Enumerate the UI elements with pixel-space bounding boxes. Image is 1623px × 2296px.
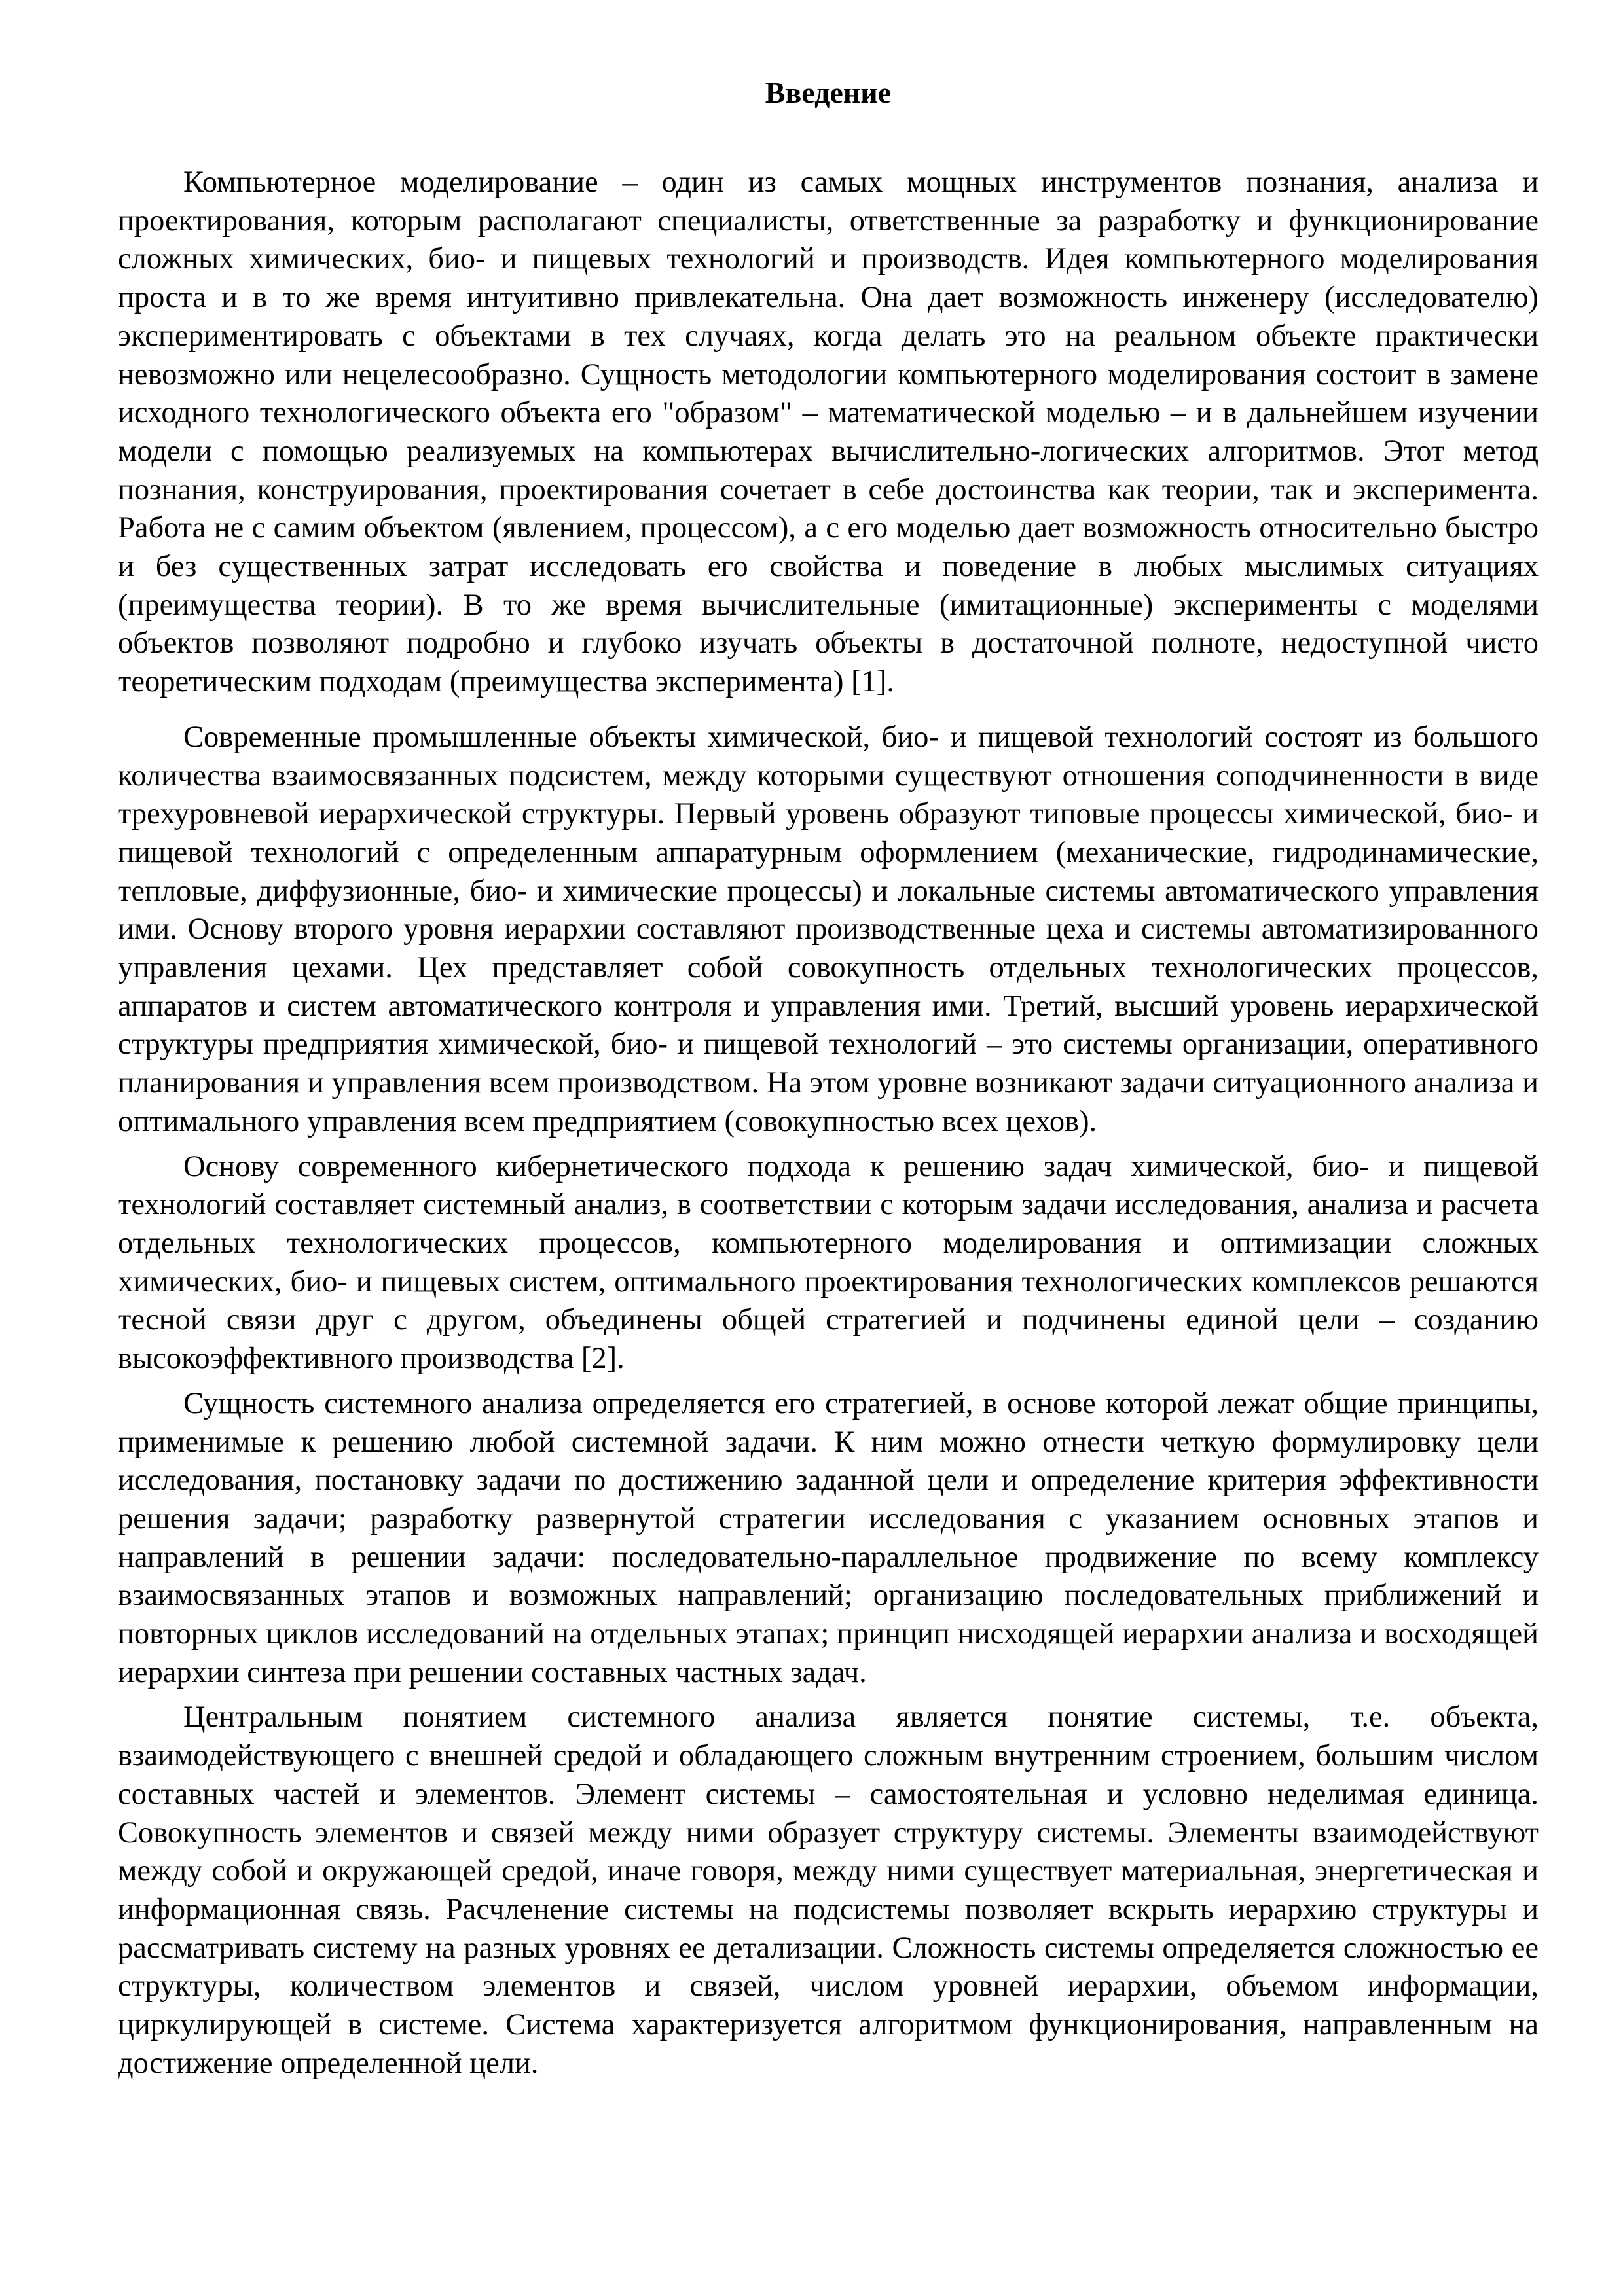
paragraph-cybernetic-approach: Основу современного кибернетического подхода к решению задач химической, био- и пищевой технологий составляет системный анализ, в соответствии с которым задачи исследования, анализа и расчета отдельных технологических процессов, компьютерного моделирования и оптимизации сложных химических, био- и пищевых систем, оптимального проектирования технологических комплексов решаются тесной связи друг с другом, объединены общей стратегией и подчинены единой цели – созданию высокоэффективного производства [2].: [118, 1149, 1539, 1376]
paragraph-industrial-objects: Современные промышленные объекты химической, био- и пищевой технологий состоят из большого количества взаимосвязанных подсистем, между которыми существуют отношения соподчиненности в виде трехуровневой иерархической структуры. Первый уровень образуют типовые процессы химической, био- и пищевой технологий с определенным аппаратурным оформлением (механические, гидродинамические, тепловые, диффузионные, био- и химические процессы) и локальные системы автоматического управления ими. Основу второго уровня иерархии составляют производственные цеха и системы автоматизированного управления цехами. Цех представляет собой совокупность отдельных технологических процессов, аппаратов и систем автоматического контроля и управления ими. Третий, высший уровень иерархической структуры предприятия химической, био- и пищевой технологий – это системы организации, оперативного планирования и управления всем производством. На этом уровне возникают задачи ситуационного анализа и оптимального управления всем предприятием (совокупностью всех цехов).: [118, 720, 1539, 1138]
page-title: Введение: [765, 76, 892, 109]
paragraph-system-analysis: Сущность системного анализа определяется его стратегией, в основе которой лежат общие принципы, применимые к решению любой системной задачи. К ним можно отнести четкую формулировку цели исследования, постановку задачи по достижению заданной цели и определение критерия эффективности решения задачи; разработку развернутой стратегии исследования с указанием основных этапов и направлений в решении задачи: последовательно-параллельное продвижение по всему комплексу взаимосвязанных этапов и возможных направлений; организацию последовательных приближений и повторных циклов исследований на отдельных этапах; принцип нисходящей иерархии анализа и восходящей иерархии синтеза при решении составных частных задач.: [118, 1386, 1539, 1689]
paragraph-intro: Компьютерное моделирование – один из самых мощных инструментов познания, анализа и проектирования, которым располагают специалисты, ответственные за разработку и функционирование сложных химических, био- и пищевых технологий и производств. Идея компьютерного моделирования проста и в то же время интуитивно привлекательна. Она дает возможность инженеру (исследователю) экспериментировать с объектами в тех случаях, когда делать это на реальном объекте практически невозможно или нецелесообразно. Сущность методологии компьютерного моделирования состоит в замене исходного технологического объекта его "образом" – математической моделью – и в дальнейшем изучении модели с помощью реализуемых на компьютерах вычислительно-логических алгоритмов. Этот метод познания, конструирования, проектирования сочетает в себе достоинства как теории, так и эксперимента. Работа не с самим объектом (явлением, процессом), а с его моделью дает возможность относительно быстро и без существенных затрат исследовать его свойства и поведение в любых мыслимых ситуациях (преимущества теории). В то же время вычислительные (имитационные) эксперименты с моделями объектов позволяют подробно и глубоко изучать объекты в достаточной полноте, недоступной чисто теоретическим подходам (преимущества эксперимента) [1].: [118, 166, 1539, 699]
paragraph-system-concept: Центральным понятием системного анализа является понятие системы, т.е. объекта, взаимодействующего с внешней средой и обладающего сложным внутренним строением, большим числом составных частей и элементов. Элемент системы – самостоятельная и условно неделимая единица. Совокупность элементов и связей между ними образует структуру системы. Элементы взаимодействуют между собой и окружающей средой, иначе говоря, между ними существует материальная, энергетическая и информационная связь. Расчленение системы на подсистемы позволяет вскрыть иерархию структуры и рассматривать систему на разных уровнях ее детализации. Сложность системы определяется сложностью ее структуры, количеством элементов и связей, числом уровней иерархии, объемом информации, циркулирующей в системе. Система характеризуется алгоритмом функционирования, направленным на достижение определенной цели.: [118, 1700, 1539, 2080]
document-page: [118, 73, 1539, 2083]
